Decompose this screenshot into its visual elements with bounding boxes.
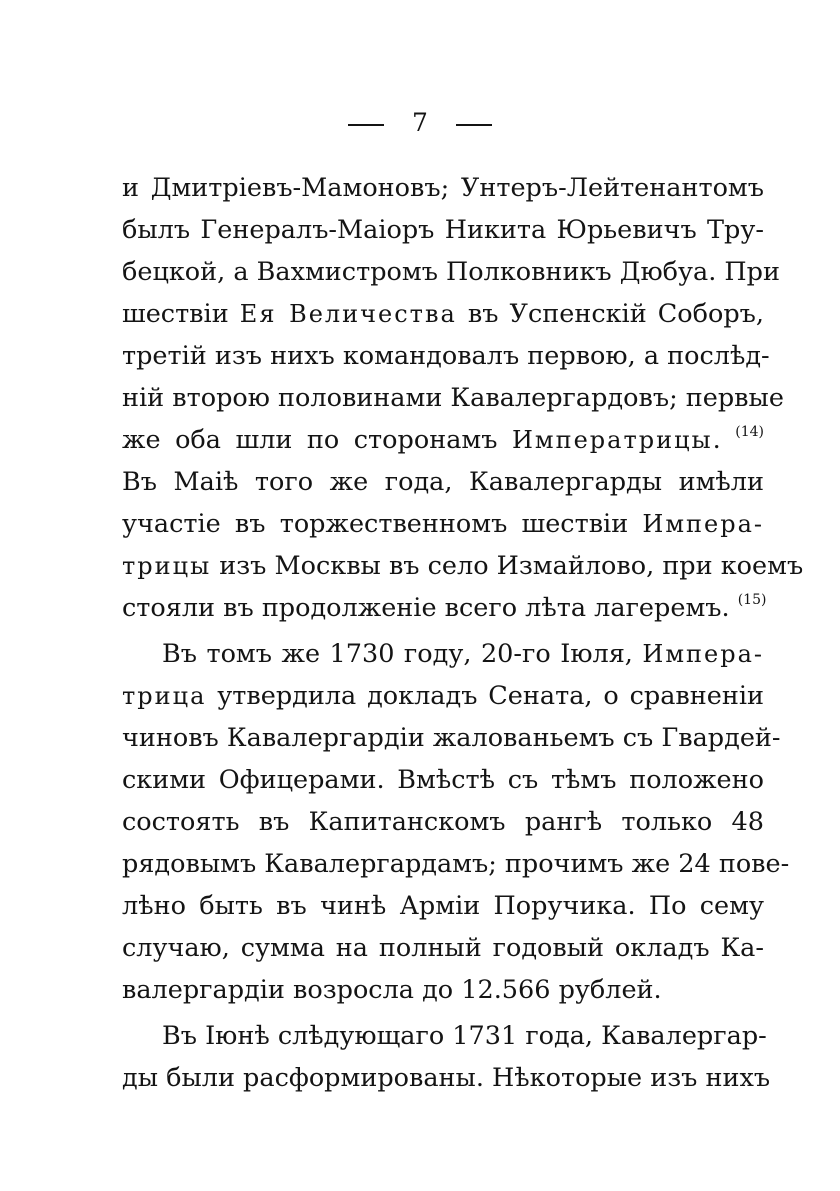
text-line: [122, 801, 764, 843]
text-run: въ Успенскій Соборъ,: [456, 299, 764, 329]
text-run: участіе въ торжественномъ шествіи: [122, 509, 643, 539]
text-run: изъ Москвы въ село Измайлово, при коемъ: [211, 551, 804, 581]
text-line: [122, 675, 764, 717]
text-run: состоять въ Капитанскомъ рангѣ только 48: [122, 807, 764, 837]
text-line: [122, 927, 764, 969]
text-line: [122, 633, 764, 675]
text-run: ды были расформированы. Нѣкоторые изъ нихъ: [122, 1063, 771, 1093]
text-line: [122, 545, 804, 587]
text-line: [122, 1057, 771, 1099]
text-line: [122, 1015, 767, 1057]
spaced-text: Императрицы: [511, 426, 713, 454]
header-dash-left: [348, 124, 384, 126]
text-line: [122, 419, 764, 461]
spaced-text: трица: [122, 682, 207, 710]
text-run: былъ Генералъ-Маіоръ Никита Юрьевичъ Тру-: [122, 215, 764, 245]
text-line: [122, 209, 764, 251]
text-line: [122, 759, 764, 801]
footnote-marker: (15): [737, 592, 767, 608]
page-header: [0, 106, 840, 140]
text-line: [122, 843, 790, 885]
text-run: валергардіи возросла до 12.566 рублей.: [122, 975, 662, 1005]
text-line: [122, 167, 764, 209]
body-text: [122, 167, 804, 1099]
text-run: третій изъ нихъ командовалъ первою, а послѣд-: [122, 341, 770, 371]
text-run: .: [712, 425, 736, 455]
footnote-marker: (14): [735, 424, 764, 440]
text-line: [122, 293, 764, 335]
text-run: бецкой, а Вахмистромъ Полковникъ Дюбуа. При: [122, 257, 780, 287]
text-line: [122, 969, 764, 1011]
text-run: скими Офицерами. Вмѣстѣ съ тѣмъ положено: [122, 765, 764, 795]
text-run: Въ Іюнѣ слѣдующаго 1731 года, Кавалергар-: [162, 1021, 767, 1051]
text-line: [122, 377, 784, 419]
text-run: Въ Маіѣ того же года, Кавалергарды имѣли: [122, 467, 764, 497]
page-number: 7: [412, 108, 428, 137]
text-run: Въ томъ же 1730 году, 20-го Іюля,: [162, 639, 643, 669]
text-line: [122, 717, 781, 759]
text-run: и Дмитріевъ-Мамоновъ; Унтеръ-Лейтенантомъ: [122, 173, 764, 203]
spaced-text: трицы: [122, 552, 212, 580]
text-run: лѣно быть въ чинѣ Арміи Поручика. По сему: [122, 891, 764, 921]
text-run: чиновъ Кавалергардіи жалованьемъ съ Гвардей-: [122, 723, 781, 753]
text-line: [122, 335, 770, 377]
text-run: утвердила докладъ Сената, о сравненіи: [206, 681, 764, 711]
text-line: [122, 587, 767, 629]
text-run: рядовымъ Кавалергардамъ; прочимъ же 24 пове-: [122, 849, 790, 879]
text-line: [122, 461, 764, 503]
text-run: же оба шли по сторонамъ: [122, 425, 512, 455]
text-run: ній второю половинами Кавалергардовъ; первые: [122, 383, 784, 413]
text-line: [122, 503, 764, 545]
spaced-text: Ея Величества: [239, 300, 457, 328]
text-run: стояли въ продолженіе всего лѣта лагеремъ.: [122, 593, 738, 623]
text-line: [122, 885, 764, 927]
spaced-text: Импера-: [642, 510, 764, 538]
spaced-text: Импера-: [642, 640, 764, 668]
header-dash-right: [456, 124, 492, 126]
text-run: шествіи: [122, 299, 240, 329]
text-run: случаю, сумма на полный годовый окладъ Ка-: [122, 933, 764, 963]
text-line: [122, 251, 780, 293]
